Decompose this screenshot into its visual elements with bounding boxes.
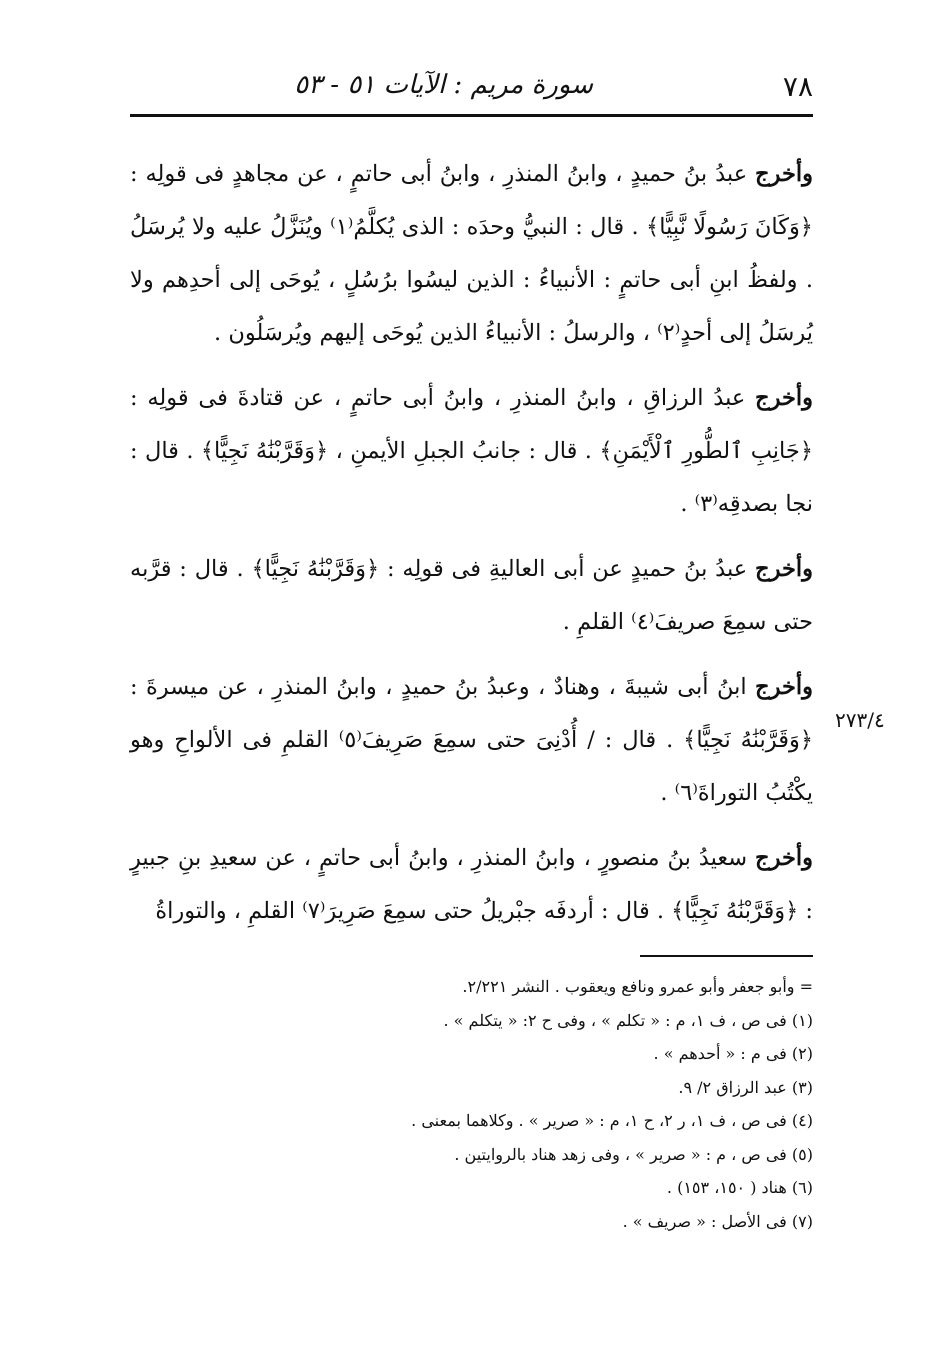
footnote: (٥) فى ص ، م : « صرير » ، وفى زهد هناد بالروايتين .	[454, 1144, 813, 1164]
paragraph	[130, 543, 813, 649]
footnote: (٤) فى ص ، ف ١، ر ٢، ح ١، م : « صرير » . وكلاهما بمعنى .	[411, 1111, 813, 1130]
footnote: (٣) عبد الرزاق ٢/ ٩.	[678, 1077, 813, 1097]
paragraph-text: ابنُ أبى شيبةَ ، وهنادٌ ، وعبدُ بنُ حميدٍ ، وابنُ المنذرِ ، عن ميسرةَ : ﴿وَقَرَّبْنَٰهُ نَجِيًّا﴾ . قال : / أُدْنِىَ حتى سمِعَ صَرِيفَ⁽٥⁾ القلمِ فى الألواحِ وهو يكْتُبُ التوراةَ⁽٦⁾ .	[130, 674, 814, 806]
paragraph-lead: وأخرج	[755, 161, 813, 187]
paragraph	[130, 661, 813, 820]
paragraph-lead: وأخرج	[755, 845, 814, 871]
paragraph-text: عبدُ الرزاقِ ، وابنُ المنذرِ ، وابنُ أبى حاتمٍ ، عن قتادةَ فى قولِه : ﴿جَانِبِ ٱلطُّورِ ٱلْأَيْمَنِ﴾ . قال : جانبُ الجبلِ الأيمنِ ، ﴿وَقَرَّبْنَٰهُ نَجِيًّا﴾ . قال : نجا بصدقِه⁽٣⁾ .	[130, 385, 813, 517]
paragraph-lead: وأخرج	[755, 556, 814, 582]
footnote: (٧) فى الأصل : « صريف » .	[622, 1211, 813, 1231]
footnote: (١) فى ص ، ف ١، م : « تكلم » ، وفى ح ٢: « يتكلم » .	[443, 1010, 813, 1030]
footnote: (٢) فى م : « أحدهم » .	[653, 1044, 813, 1063]
running-title: سورة مريم : الآيات ٥١ - ٥٣	[294, 70, 593, 100]
paragraph	[130, 148, 813, 360]
page-header	[130, 60, 813, 110]
paragraph-text: سعيدُ بنُ منصورٍ ، وابنُ المنذرِ ، وابنُ أبى حاتمٍ ، عن سعيدِ بنِ جبيرٍ : ﴿وَقَرَّبْنَٰهُ نَجِيًّا﴾ . قال : أردفَه جبْريلُ حتى سمِعَ صَرِيرَ⁽٧⁾ القلمِ ، والتوراةُ	[130, 845, 813, 924]
header-rule	[130, 114, 813, 117]
paragraph-text: عبدُ بنُ حميدٍ عن أبى العاليةِ فى قولِه : ﴿وَقَرَّبْنَٰهُ نَجِيًّا﴾ . قال : قرَّبه حتى سمِعَ صريفَ⁽٤⁾ القلمِ .	[130, 556, 813, 635]
paragraph-lead: وأخرج	[755, 385, 814, 411]
paragraph-lead: وأخرج	[755, 674, 814, 700]
paragraph	[130, 832, 813, 938]
footnotes	[130, 970, 813, 1238]
footnote: (٦) هناد ( ١٥٠، ١٥٣) .	[666, 1178, 813, 1197]
main-text	[130, 148, 813, 950]
paragraph-text: عبدُ بنُ حميدٍ ، وابنُ المنذرِ ، وابنُ أبى حاتمٍ ، عن مجاهدٍ فى قولِه : ﴿وَكَانَ رَسُولًا نَّبِيًّا﴾ . قال : النبيُّ وحدَه : الذى يُكلَّمُ⁽١⁾ ويُنَزَّلُ عليه ولا يُرسَلُ . ولفظُ ابنِ أبى حاتمٍ : الأنبياءُ : الذين ليسُوا برُسُلٍ ، يُوحَى إلى أحدِهم ولا يُرسَلُ إلى أحدٍ⁽٢⁾ ، والرسلُ : الأنبياءُ الذين يُوحَى إليهم ويُرسَلُون .	[130, 161, 813, 346]
page-number: ٧٨	[782, 70, 813, 103]
margin-reference: ٢٧٣/٤	[835, 708, 885, 732]
footnote-rule	[640, 955, 813, 957]
footnote: = وأبو جعفر وأبو عمرو ونافع ويعقوب . النشر ٢/٢٢١.	[462, 977, 813, 996]
paragraph	[130, 372, 813, 531]
